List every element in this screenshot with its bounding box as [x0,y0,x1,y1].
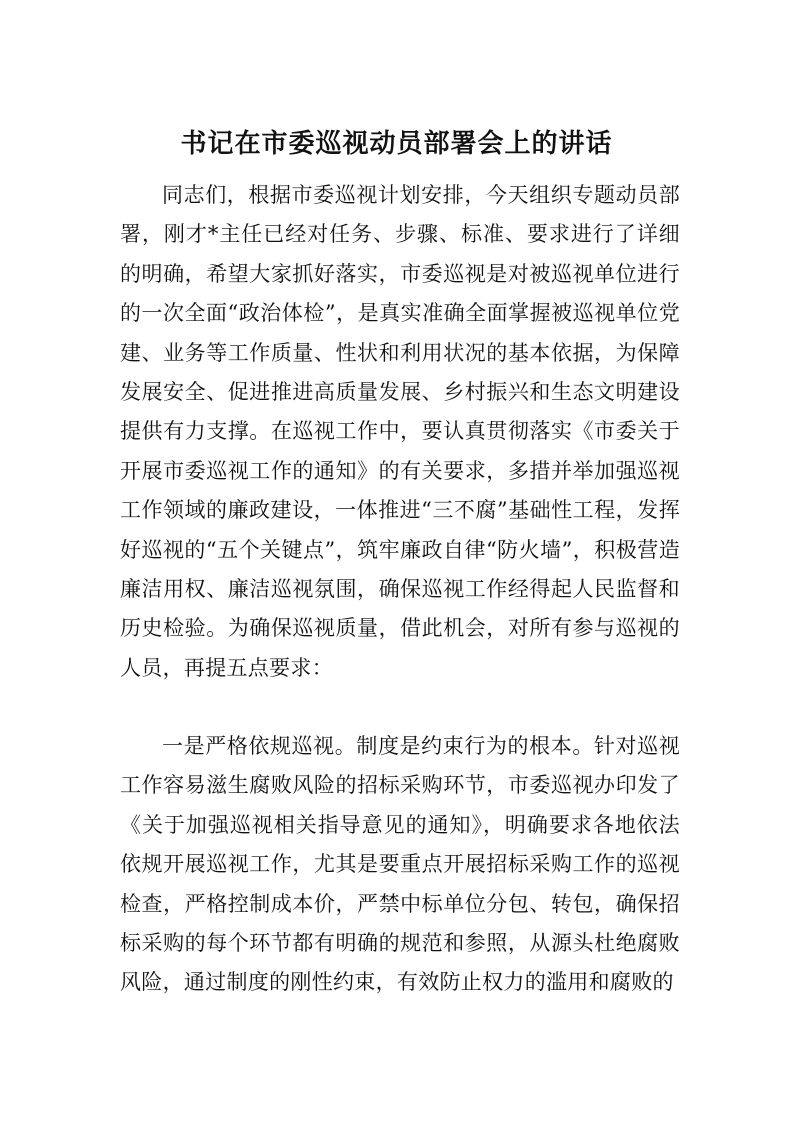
paragraph-first-requirement: 一是严格依规巡视。制度是约束行为的根本。针对巡视工作容易滋生腐败风险的招标采购环节，市委巡视办印发了《关于加强巡视相关指导意见的通知》，明确要求各地依法依规开展巡视工作，尤其是要重点开展招标采购工作的巡视检查，严格控制成本价，严禁中标单位分包、转包，确保招标采购的每个环节都有明确的规范和参照，从源头杜绝腐败风险，通过制度的刚性约束，有效防止权力的滥用和腐败的 [120,734,680,995]
paragraph-opening: 同志们，根据市委巡视计划安排，今天组织专题动员部署，刚才*主任已经对任务、步骤、标准、要求进行了详细的明确，希望大家抓好落实，市委巡视是对被巡视单位进行的一次全面“政治体检”，是真实准确全面掌握被巡视单位党建、业务等工作质量、性状和利用状况的基本依据，为保障发展安全、促进推进高质量发展、乡村振兴和生态文明建设提供有力支撑。在巡视工作中，要认真贯彻落实《市委关于开展市委巡视工作的通知》的有关要求，多措并举加强巡视工作领域的廉政建设，一体推进“三不腐”基础性工程，发挥好巡视的“五个关键点”，筑牢廉政自律“防火墙”，积极营造廉洁用权、廉洁巡视氛围，确保巡视工作经得起人民监督和历史检验。为确保巡视质量，借此机会，对所有参与巡视的人员，再提五点要求： [120,183,680,680]
document-title: 书记在市委巡视动员部署会上的讲话 [180,129,613,159]
